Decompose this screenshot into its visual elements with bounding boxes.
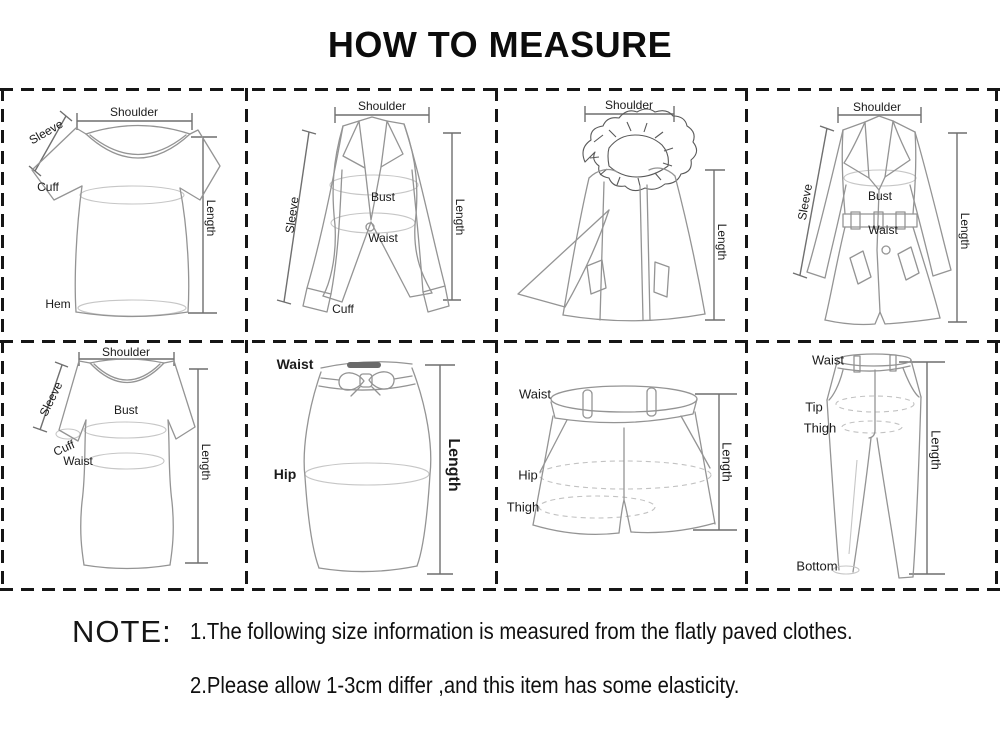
- dress-length-label: Length: [199, 443, 213, 481]
- pants-tip-label: Tip: [805, 399, 823, 415]
- shorts-drawing: [497, 342, 745, 588]
- shorts-length-label: Length: [719, 442, 735, 482]
- tshirt-hem-label: Hem: [45, 297, 71, 311]
- pants-bottom-label: Bottom: [796, 558, 838, 574]
- panel-trench-coat: [747, 90, 993, 340]
- trench-length-label: Length: [958, 212, 972, 250]
- tshirt-shoulder-label: Shoulder: [109, 105, 159, 119]
- dress-bust-label: Bust: [113, 403, 139, 417]
- note-line-1-text: 1.The following size information is measured from the flatly paved clothes.: [190, 618, 853, 644]
- blazer-sleeve-label: Sleeve: [282, 195, 302, 235]
- note-line-2-text: 2.Please allow 1-3cm differ ,and this item has some elasticity.: [190, 672, 740, 698]
- dress-sleeve-label: Sleeve: [36, 379, 66, 419]
- grid-line-vertical-right: [995, 88, 998, 591]
- panel-fur-coat: [497, 90, 743, 340]
- dress-cuff-label: Cuff: [51, 437, 77, 459]
- fur-coat-length-label: Length: [715, 223, 729, 261]
- dress-waist-label: Waist: [63, 454, 93, 468]
- blazer-bust-label: Bust: [370, 190, 396, 204]
- trench-sleeve-label: Sleeve: [794, 182, 816, 222]
- shorts-thigh-label: Thigh: [506, 499, 540, 515]
- pants-waist-label: Waist: [811, 352, 845, 368]
- skirt-hip-label: Hip: [273, 466, 297, 482]
- note-line-2: [190, 672, 814, 699]
- blazer-waist-label: Waist: [368, 231, 398, 245]
- pants-thigh-label: Thigh: [803, 420, 837, 436]
- fur-coat-shoulder-label: Shoulder: [604, 98, 654, 112]
- trench-waist-label: Waist: [868, 223, 898, 237]
- trench-bust-label: Bust: [867, 189, 893, 203]
- note-line-1: [190, 618, 943, 645]
- panel-shorts: [497, 342, 743, 588]
- shorts-hip-label: Hip: [518, 467, 538, 483]
- trench-shoulder-label: Shoulder: [852, 100, 902, 114]
- panel-pants: [747, 342, 993, 588]
- skirt-length-label: Length: [445, 438, 462, 492]
- tshirt-cuff-label: Cuff: [37, 180, 59, 194]
- note-heading: NOTE:: [72, 614, 172, 649]
- dress-shoulder-label: Shoulder: [101, 345, 151, 359]
- blazer-shoulder-label: Shoulder: [357, 99, 407, 113]
- pants-length-label: Length: [928, 430, 944, 470]
- grid-line-horizontal-bottom: [0, 588, 1000, 591]
- blazer-length-label: Length: [453, 198, 467, 236]
- pants-drawing: [747, 342, 995, 588]
- panel-tshirt: [2, 90, 248, 340]
- skirt-waist-label: Waist: [276, 356, 314, 372]
- panel-skirt: [247, 342, 493, 588]
- page-title: HOW TO MEASURE: [327, 24, 673, 65]
- panel-dress: [2, 342, 248, 588]
- blazer-cuff-label: Cuff: [332, 302, 354, 316]
- tshirt-sleeve-label: Sleeve: [26, 116, 66, 148]
- shorts-waist-label: Waist: [518, 386, 552, 402]
- tshirt-length-label: Length: [204, 199, 218, 237]
- fur-coat-drawing: [497, 90, 745, 340]
- panel-blazer: [247, 90, 493, 340]
